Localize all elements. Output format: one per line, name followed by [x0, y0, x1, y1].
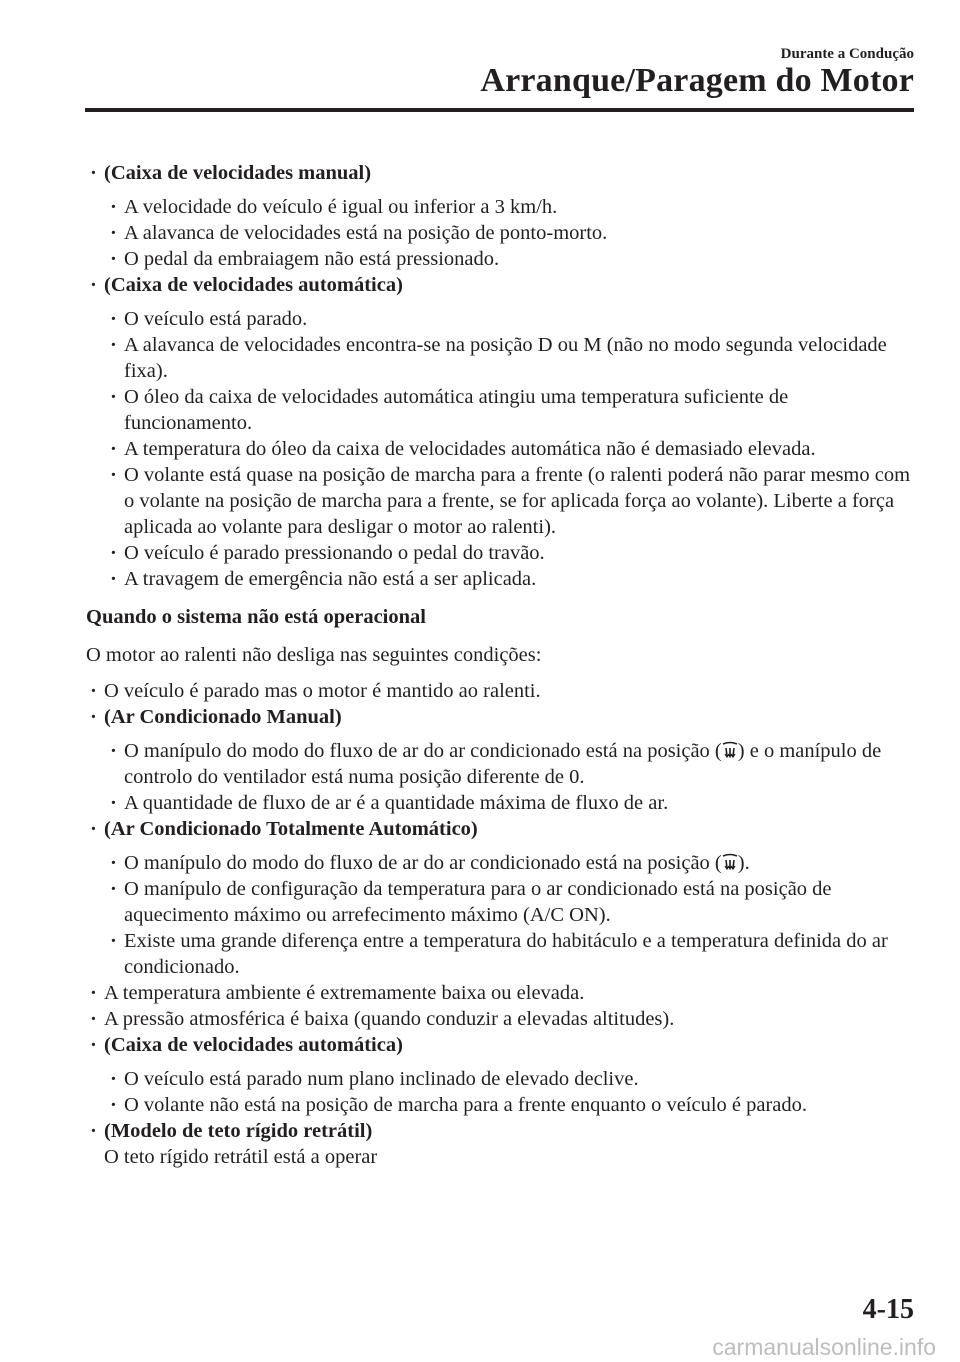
condition-heading: (Modelo de teto rígido retrátil): [104, 1120, 373, 1142]
list-item: [86, 738, 916, 790]
roof-text: O teto rígido retrátil está a operar: [104, 1146, 378, 1168]
list-item: [86, 1066, 916, 1092]
list-item: [86, 1092, 916, 1118]
bullet: ·: [110, 196, 117, 218]
list-item: [86, 220, 916, 246]
condition-heading: (Caixa de velocidades manual): [104, 162, 372, 184]
list-item: [86, 160, 916, 186]
bullet: ·: [110, 386, 117, 408]
watermark: carmanualsonline.info: [712, 1334, 936, 1360]
list-item: [86, 194, 916, 220]
list-item-text: A alavanca de velocidades encontra-se na posição D ou M (não no modo segunda velocidade fixa).: [124, 334, 887, 382]
bullet: ·: [110, 464, 117, 486]
bullet: ·: [90, 1120, 97, 1142]
list-item: [86, 1032, 916, 1058]
list-item: [86, 816, 916, 842]
bullet: ·: [110, 1068, 117, 1090]
list-item: [86, 928, 916, 980]
bullet: ·: [110, 740, 117, 762]
list-item-text: A temperatura do óleo da caixa de velocidades automática não é demasiado elevada.: [124, 438, 816, 460]
list-item: [86, 540, 916, 566]
list-item: [86, 246, 916, 272]
list-item: [86, 384, 916, 436]
list-item: [86, 306, 916, 332]
section-intro: O motor ao ralenti não desliga nas seguintes condições:: [86, 644, 542, 666]
condition-heading: (Ar Condicionado Totalmente Automático): [104, 818, 478, 840]
condition-heading: (Caixa de velocidades automática): [104, 1034, 403, 1056]
list-item: [86, 1006, 916, 1032]
list-item-text: O veículo é parado mas o motor é mantido ao ralenti.: [104, 680, 541, 702]
bullet: ·: [90, 706, 97, 728]
list-item: [86, 790, 916, 816]
list-item: [86, 704, 916, 730]
list-item-text: O manípulo do modo do fluxo de ar do ar condicionado está na posição (: [124, 740, 722, 762]
bullet: ·: [90, 1034, 97, 1056]
bullet: ·: [110, 222, 117, 244]
list-item-text: O pedal da embraiagem não está pressionado.: [124, 248, 500, 270]
bullet: ·: [90, 1008, 97, 1030]
list-item-text: A pressão atmosférica é baixa (quando conduzir a elevadas altitudes).: [104, 1008, 675, 1030]
list-item-text: O volante está quase na posição de marcha para a frente (o ralenti poderá não parar mesmo com o volante na posição de marcha para a frente, se for aplicada força ao volante). Liberte a força aplicada ao volante para desligar o motor ao ralenti).: [124, 464, 911, 538]
list-item-text: A travagem de emergência não está a ser aplicada.: [124, 568, 537, 590]
list-item-text: O manípulo de configuração da temperatura para o ar condicionado está na posição de aquecimento máximo ou arrefecimento máximo (A/C ON).: [124, 878, 832, 926]
bullet: ·: [110, 334, 117, 356]
list-item: [86, 436, 916, 462]
list-item: [86, 980, 916, 1006]
content: [86, 160, 916, 1170]
list-item-text: O manípulo do modo do fluxo de ar do ar condicionado está na posição (: [124, 852, 722, 874]
bullet: ·: [90, 162, 97, 184]
condition-heading: (Caixa de velocidades automática): [104, 274, 403, 296]
bullet: ·: [110, 878, 117, 900]
list-item-text: ).: [737, 852, 750, 874]
header-section: Durante a Condução: [780, 46, 914, 62]
bullet: ·: [110, 438, 117, 460]
bullet: ·: [110, 568, 117, 590]
list-item-text: A velocidade do veículo é igual ou inferior a 3 km/h.: [124, 196, 558, 218]
list-item: [86, 678, 916, 704]
condition-heading: (Ar Condicionado Manual): [104, 706, 342, 728]
page-title: Arranque/Paragem do Motor: [480, 62, 914, 99]
list-item-text: O volante não está na posição de marcha para a frente enquanto o veículo é parado.: [124, 1094, 808, 1116]
list-item-text: O veículo é parado pressionando o pedal do travão.: [124, 542, 545, 564]
list-item-text: O veículo está parado.: [124, 308, 308, 330]
page-number: 4-15: [862, 1294, 914, 1325]
bullet: ·: [90, 982, 97, 1004]
header-rule: [85, 108, 914, 112]
list-item-text: A temperatura ambiente é extremamente baixa ou elevada.: [104, 982, 585, 1004]
list-item-text: ) e o manípulo de controlo do ventilador está numa posição diferente de 0.: [124, 740, 882, 788]
bullet: ·: [110, 792, 117, 814]
list-item: [86, 850, 916, 876]
bullet: ·: [110, 930, 117, 952]
list-item-text: O óleo da caixa de velocidades automática atingiu uma temperatura suficiente de funcionamento.: [124, 386, 789, 434]
list-item-text: A quantidade de fluxo de ar é a quantidade máxima de fluxo de ar.: [124, 792, 669, 814]
windshield-vent-icon: [722, 741, 738, 759]
bullet: ·: [90, 274, 97, 296]
bullet: ·: [110, 308, 117, 330]
bullet: ·: [110, 248, 117, 270]
list-item-text: A alavanca de velocidades está na posição de ponto-morto.: [124, 222, 608, 244]
list-item-text: Existe uma grande diferença entre a temperatura do habitáculo e a temperatura definida do ar condicionado.: [124, 930, 888, 978]
windshield-vent-icon: [722, 853, 738, 871]
list-item: [86, 876, 916, 928]
section-heading: Quando o sistema não está operacional: [86, 606, 426, 628]
bullet: ·: [110, 852, 117, 874]
list-item-text: O veículo está parado num plano inclinado de elevado declive.: [124, 1068, 639, 1090]
bullet: ·: [110, 1094, 117, 1116]
list-item: [86, 462, 916, 540]
list-item: [86, 332, 916, 384]
bullet: ·: [110, 542, 117, 564]
bullet: ·: [90, 680, 97, 702]
bullet: ·: [90, 818, 97, 840]
list-item: [86, 1118, 916, 1144]
list-item: [86, 272, 916, 298]
list-item: [86, 566, 916, 592]
